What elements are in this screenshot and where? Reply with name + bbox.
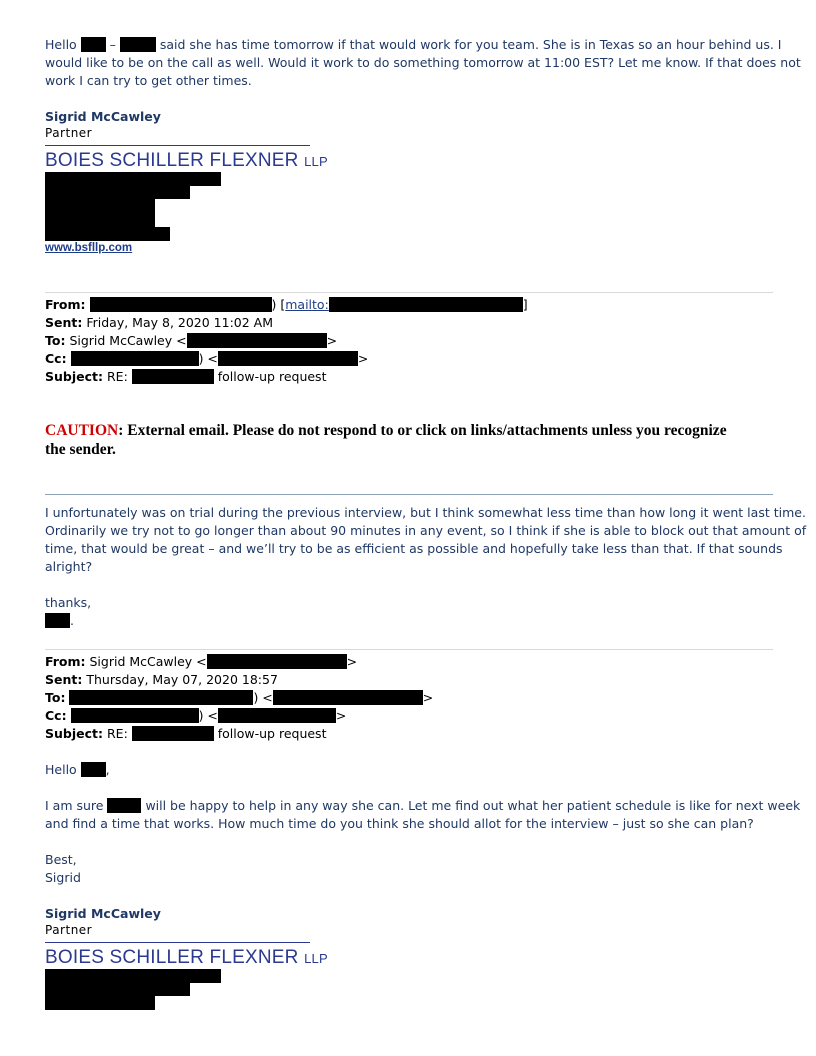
email3-greeting [45,761,110,779]
sent-value: Thursday, May 07, 2020 18:57 [86,672,278,687]
redaction [187,333,327,348]
redaction [81,37,106,52]
from-label: From: [45,654,86,669]
caution-text: : External email. Please do not respond to or click on links/attachments unless you recognize [118,422,727,439]
cc-mid: ) < [198,351,218,366]
sender-period: . [70,613,74,628]
email3-line1-rest: will be happy to help in any way she can. Let me find out what her patient schedule is like for next week [145,798,801,813]
caution-banner [45,421,727,440]
email2-line4: alright? [45,559,93,574]
redaction [218,351,358,366]
divider [45,649,773,650]
email1-hello: Hello [45,37,77,52]
firm-name-text: BOIES SCHILLER FLEXNER [45,947,299,968]
firm-suffix: LLP [304,154,328,169]
redaction [45,227,170,241]
to-value: Sigrid McCawley < [69,333,187,348]
signature-name: Sigrid McCawley [45,906,161,921]
firm-name [45,150,328,172]
redaction [45,185,190,199]
redaction [273,690,423,705]
redaction [120,37,156,52]
redaction [71,708,199,723]
firm-suffix: LLP [304,951,328,966]
divider [45,494,773,495]
to-end: > [422,690,434,705]
from-end: ] [522,297,528,312]
email2-thanks: thanks, [45,595,92,610]
email1-dash: – [109,37,116,52]
to-mid: ) < [253,690,273,705]
header2-from [45,653,357,671]
subject-label: Subject: [45,369,103,384]
subject-prefix: RE: [106,369,128,384]
redaction [81,762,106,777]
redaction [45,969,221,983]
signature-name: Sigrid McCawley [45,109,161,124]
header2-subject [45,725,326,743]
firm-name-text: BOIES SCHILLER FLEXNER [45,150,299,171]
redaction [45,172,221,186]
header2-sent [45,671,278,689]
cc-label: Cc: [45,351,67,366]
divider [45,292,773,293]
email3-line1 [45,797,800,815]
subject-label: Subject: [45,726,103,741]
email2-line1: I unfortunately was on trial during the previous interview, but I think somewhat less time than how long it went last time. [45,505,806,520]
caution-banner-line2: the sender. [45,441,116,458]
redaction [45,982,190,996]
sent-label: Sent: [45,672,83,687]
subject-suffix: follow-up request [217,369,327,384]
signature-rule [45,145,310,146]
to-label: To: [45,333,66,348]
redaction [45,613,70,628]
website-link[interactable]: www.bsfllp.com [45,242,133,254]
to-end: > [326,333,338,348]
cc-end: > [357,351,369,366]
redaction [207,654,347,669]
email2-sender [45,612,74,630]
email1-line3: work I can try to get other times. [45,73,252,88]
cc-mid: ) < [198,708,218,723]
email3-sign: Sigrid [45,870,81,885]
redaction [107,798,141,813]
redaction [69,690,253,705]
email3-line1-start: I am sure [45,798,104,813]
signature-rule [45,942,310,943]
redaction [90,297,272,312]
redaction [45,213,155,227]
mailto-link[interactable]: mailto: [285,297,329,312]
firm-name [45,947,328,969]
to-label: To: [45,690,66,705]
sent-value: Friday, May 8, 2020 11:02 AM [86,315,274,330]
caution-word: CAUTION [45,422,119,439]
header2-to [45,689,433,707]
redaction [71,351,199,366]
header1-cc [45,350,368,368]
email1-line1 [45,36,781,54]
cc-end: > [335,708,347,723]
from-label: From: [45,297,86,312]
email3-best: Best, [45,852,77,867]
email3-hello: Hello [45,762,77,777]
email1-line1-text: said she has time tomorrow if that would work for you team. She is in Texas so an hour behind us. I [159,37,782,52]
email2-line2: Ordinarily we try not to go longer than about 90 minutes in any event, so I think if she is able to block out that amount of [45,523,807,538]
from-mid: ) [ [271,297,286,312]
redaction [132,369,214,384]
header1-to [45,332,337,350]
header1-subject [45,368,326,386]
email3-line2: and find a time that works. How much time do you think she should allot for the interview – just so she can plan? [45,816,754,831]
header2-cc [45,707,346,725]
redaction [45,199,155,213]
signature-title: Partner [45,126,93,140]
email2-line3: time, that would be great – and we’ll try to be as efficient as possible and hopefully take less than that. If that sounds [45,541,783,556]
cc-label: Cc: [45,708,67,723]
email1-line2: would like to be on the call as well. Would it work to do something tomorrow at 11:00 EST? Let me know. If that does not [45,55,801,70]
subject-prefix: RE: [106,726,128,741]
email3-comma: , [105,762,110,777]
redaction [132,726,214,741]
redaction [218,708,336,723]
subject-suffix: follow-up request [217,726,327,741]
sent-label: Sent: [45,315,83,330]
header1-from [45,296,528,314]
header1-sent [45,314,273,332]
redaction [329,297,523,312]
from-value: Sigrid McCawley < [89,654,207,669]
redaction [45,996,155,1010]
signature-title: Partner [45,923,93,937]
from-end: > [346,654,358,669]
